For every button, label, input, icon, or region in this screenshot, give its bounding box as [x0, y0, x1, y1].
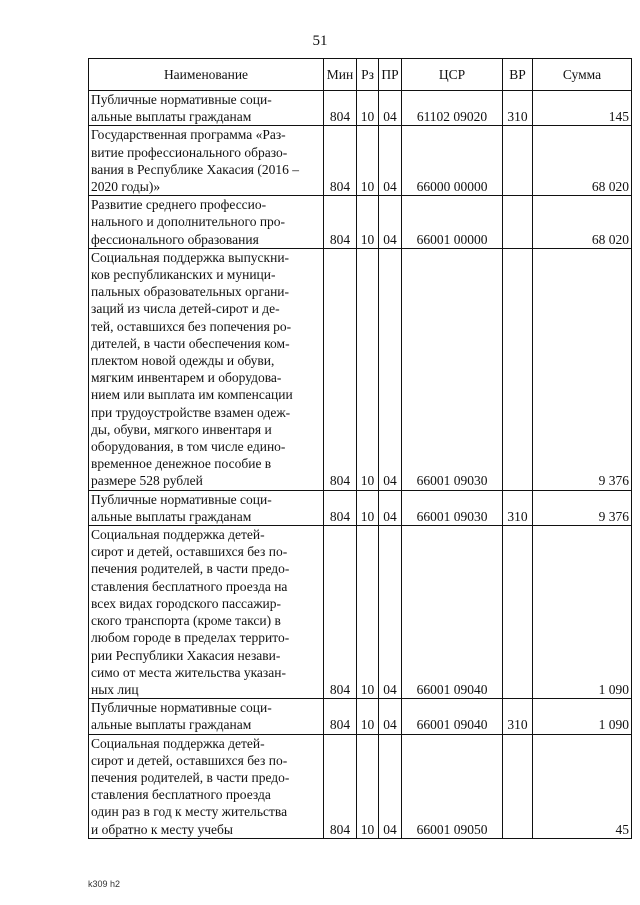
row-vr	[503, 248, 533, 490]
row-name	[89, 126, 324, 196]
table-body	[89, 91, 632, 839]
row-name-line: один раз в год к месту жительства	[91, 804, 288, 820]
row-name-line: пальных образовательных органи-	[91, 284, 290, 300]
table-row	[89, 196, 632, 249]
row-sum: 9 376	[533, 490, 632, 525]
row-name-line: ных лиц	[91, 681, 139, 697]
row-name-line: Социальная поддержка выпускни-	[91, 249, 290, 265]
row-min: 804	[324, 248, 357, 490]
row-name-line: альные выплаты гражданам	[91, 109, 252, 125]
row-pr: 04	[379, 196, 402, 249]
row-name-line: оборудования, в том числе едино-	[91, 439, 286, 455]
row-csr: 66000 00000	[402, 126, 503, 196]
row-pr: 04	[379, 526, 402, 699]
row-name-line: альные выплаты гражданам	[91, 717, 252, 733]
row-name-line: размере 528 рублей	[91, 473, 203, 489]
page-number: 51	[312, 33, 328, 49]
row-name-line: и обратно к месту учебы	[91, 821, 233, 837]
row-name-line: 2020 годы)»	[91, 179, 161, 195]
row-min: 804	[324, 126, 357, 196]
row-name-line: печения родителей, в части предо-	[91, 561, 290, 577]
row-min: 804	[324, 91, 357, 126]
row-name-line: сирот и детей, оставшихся без по-	[91, 544, 288, 560]
row-csr: 61102 09020	[402, 91, 503, 126]
row-name-line: Социальная поддержка детей-	[91, 527, 265, 543]
row-name-line: нального и дополнительного про-	[91, 214, 286, 230]
row-sum: 145	[533, 91, 632, 126]
row-min: 804	[324, 196, 357, 249]
table-row	[89, 734, 632, 838]
row-name-line: сирот и детей, оставшихся без по-	[91, 752, 288, 768]
row-name-line: ского транспорта (кроме такси) в	[91, 613, 281, 629]
table-header-row	[89, 59, 632, 91]
row-name-line: при трудоустройстве взамен одеж-	[91, 404, 291, 420]
row-csr: 66001 00000	[402, 196, 503, 249]
row-sum: 68 020	[533, 196, 632, 249]
row-vr	[503, 526, 533, 699]
header-min: Мин	[324, 59, 357, 91]
row-pr: 04	[379, 734, 402, 838]
row-name	[89, 734, 324, 838]
row-name-line: фессионального образования	[91, 231, 259, 247]
row-name-line: всех видах городского пассажир-	[91, 595, 282, 611]
row-name-line: ков республиканских и муници-	[91, 267, 276, 283]
row-csr: 66001 09040	[402, 526, 503, 699]
row-name-line: альные выплаты гражданам	[91, 508, 252, 524]
header-vr: ВР	[503, 59, 533, 91]
row-pr: 04	[379, 248, 402, 490]
footer-code: k309 h2	[88, 879, 121, 889]
header-name: Наименование	[89, 59, 324, 91]
row-name-line: рии Республики Хакасия незави-	[91, 647, 281, 663]
row-sum: 68 020	[533, 126, 632, 196]
row-name-line: временное денежное пособие в	[91, 456, 272, 472]
row-vr: 310	[503, 91, 533, 126]
row-min: 804	[324, 490, 357, 525]
row-name	[89, 490, 324, 525]
row-min: 804	[324, 526, 357, 699]
row-name-line: тей, оставшихся без попечения ро-	[91, 318, 292, 334]
row-name	[89, 526, 324, 699]
table-row	[89, 699, 632, 734]
row-name	[89, 91, 324, 126]
row-rz: 10	[357, 248, 379, 490]
row-csr: 66001 09040	[402, 699, 503, 734]
row-name-line: Социальная поддержка детей-	[91, 735, 265, 751]
table-row	[89, 490, 632, 525]
row-vr	[503, 734, 533, 838]
row-name-line: заций из числа детей-сирот и де-	[91, 301, 280, 317]
row-name-line: вания в Республике Хакасия (2016 –	[91, 161, 300, 177]
row-name-line: Публичные нормативные соци-	[91, 92, 272, 107]
row-name-line: плектом новой одежды и обуви,	[91, 353, 275, 369]
row-name-line: нием или выплата им компенсации	[91, 387, 293, 403]
table-row	[89, 526, 632, 699]
row-name-line: Публичные нормативные соци-	[91, 700, 272, 716]
row-name-line: ставления бесплатного проезда	[91, 787, 271, 803]
row-rz: 10	[357, 699, 379, 734]
row-name-line: Развитие среднего профессио-	[91, 197, 267, 213]
header-csr: ЦСР	[402, 59, 503, 91]
row-name-line: витие профессионального образо-	[91, 144, 288, 160]
row-name-line: мягким инвентарем и оборудова-	[91, 370, 282, 386]
budget-table	[88, 58, 632, 839]
row-name	[89, 699, 324, 734]
table-row	[89, 91, 632, 126]
row-pr: 04	[379, 91, 402, 126]
header-rz: Рз	[357, 59, 379, 91]
row-sum: 9 376	[533, 248, 632, 490]
header-sum: Сумма	[533, 59, 632, 91]
row-name-line: Публичные нормативные соци-	[91, 491, 272, 507]
row-name	[89, 248, 324, 490]
row-rz: 10	[357, 91, 379, 126]
row-name	[89, 196, 324, 249]
row-name-line: дителей, в части обеспечения ком-	[91, 335, 290, 351]
row-csr: 66001 09030	[402, 490, 503, 525]
row-sum: 1 090	[533, 526, 632, 699]
row-pr: 04	[379, 699, 402, 734]
row-name-line: ды, обуви, мягкого инвентаря и	[91, 421, 272, 437]
row-rz: 10	[357, 734, 379, 838]
row-csr: 66001 09030	[402, 248, 503, 490]
table-row	[89, 248, 632, 490]
row-min: 804	[324, 734, 357, 838]
row-min: 804	[324, 699, 357, 734]
header-pr: ПР	[379, 59, 402, 91]
row-rz: 10	[357, 196, 379, 249]
row-pr: 04	[379, 126, 402, 196]
row-vr: 310	[503, 699, 533, 734]
row-vr	[503, 196, 533, 249]
row-rz: 10	[357, 526, 379, 699]
row-name-line: Государственная программа «Раз-	[91, 127, 286, 143]
table-row	[89, 126, 632, 196]
row-sum: 45	[533, 734, 632, 838]
row-name-line: любом городе в пределах террито-	[91, 630, 290, 646]
row-name-line: ставления бесплатного проезда на	[91, 578, 288, 594]
row-name-line: печения родителей, в части предо-	[91, 769, 290, 785]
row-name-line: симо от места жительства указан-	[91, 664, 286, 680]
row-csr: 66001 09050	[402, 734, 503, 838]
row-pr: 04	[379, 490, 402, 525]
row-vr: 310	[503, 490, 533, 525]
row-rz: 10	[357, 490, 379, 525]
row-sum: 1 090	[533, 699, 632, 734]
row-rz: 10	[357, 126, 379, 196]
row-vr	[503, 126, 533, 196]
